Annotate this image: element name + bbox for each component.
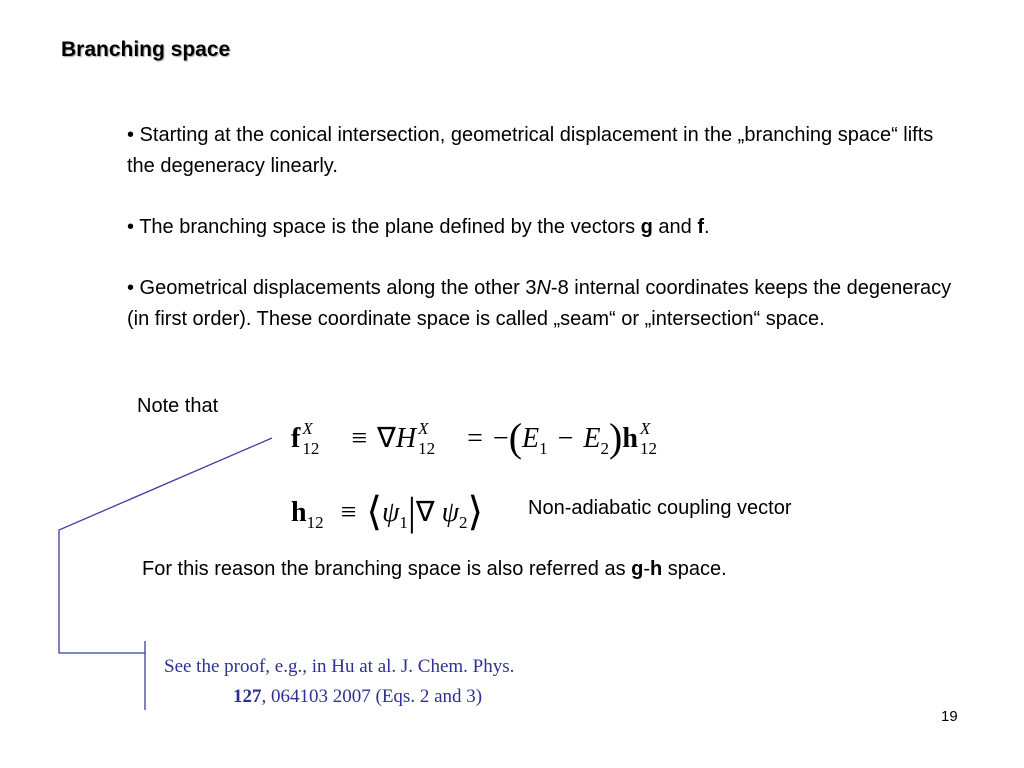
bullet-3-pre: • Geometrical displacements along the other 3	[127, 277, 537, 299]
eq1-f: f	[291, 423, 301, 454]
eq1-rparen: )	[609, 415, 623, 460]
slide-title: Branching space	[61, 38, 231, 61]
bullet-3-italic-n: N	[536, 277, 551, 299]
vector-f: f	[697, 216, 704, 238]
reference-note	[164, 652, 514, 712]
vector-g: g	[640, 216, 653, 238]
eq2-h: h	[291, 497, 307, 528]
eq1-f-sub: 12	[302, 438, 320, 458]
nac-label: Non-adiabatic coupling vector	[528, 497, 792, 519]
reason-h: h	[650, 558, 663, 580]
eq1-H-sup: X	[418, 418, 429, 438]
eq1-H: H	[395, 423, 417, 454]
eq2-bar: |	[407, 489, 416, 534]
eq1-h: h	[622, 423, 638, 454]
eq1-minus-2: −	[557, 423, 574, 454]
bullet-2-pre: • The branching space is the plane defined by the vectors	[127, 216, 641, 238]
eq2-h-sub: 12	[306, 513, 324, 532]
eq2-equiv: ≡	[340, 497, 357, 528]
reason-g: g	[631, 558, 644, 580]
reference-details: , 064103 2007 (Eqs. 2 and 3)	[261, 686, 483, 707]
eq1-E1-sub: 1	[539, 439, 548, 458]
reason-dash: -	[643, 558, 651, 580]
bullet-2-mid: and	[652, 216, 698, 238]
eq1-E2-sub: 2	[600, 439, 610, 458]
eq1-lparen: (	[508, 415, 523, 460]
page-number: 19	[941, 708, 958, 725]
eq2-nabla: ∇	[415, 497, 435, 528]
eq2-psi2: ψ	[441, 497, 460, 528]
bracket-connector-line	[59, 438, 272, 653]
eq2-langle: ⟨	[366, 489, 382, 534]
eq2-rangle: ⟩	[467, 489, 484, 534]
reason-pre: For this reason the branching space is also referred as	[142, 558, 632, 580]
bullet-3-post: -8 internal coordinates keeps the degeneracy (in first order). These coordinate space is called „seam“ or „intersection“ space.	[127, 277, 952, 330]
eq1-E1: E	[522, 423, 540, 454]
eq1-h-sub: 12	[639, 438, 657, 458]
eq1-equiv: ≡	[351, 423, 368, 454]
eq1-minus: −	[492, 423, 509, 454]
eq2-psi2-sub: 2	[459, 513, 468, 532]
reason-post: space.	[662, 558, 727, 580]
bullet-2-post: .	[704, 216, 710, 238]
eq2-psi1-sub: 1	[399, 513, 408, 532]
eq2-psi1: ψ	[381, 497, 400, 528]
reference-line-1: See the proof, e.g., in Hu at al. J. Chem. Phys.	[164, 656, 515, 677]
reference-volume: 127	[233, 686, 262, 707]
eq1-equals: =	[467, 423, 483, 454]
eq1-nabla: ∇	[377, 423, 396, 454]
reference-line-2	[164, 682, 514, 712]
eq1-H-sub: 12	[418, 438, 436, 458]
eq1-E2: E	[583, 423, 601, 454]
eq1-h-sup: X	[639, 418, 651, 438]
bullet-1: • Starting at the conical intersection, geometrical displacement in the „branching space“ lifts the degeneracy linearly.	[127, 124, 934, 177]
note-label: Note that	[137, 395, 219, 417]
eq1-f-sup: X	[302, 418, 313, 438]
